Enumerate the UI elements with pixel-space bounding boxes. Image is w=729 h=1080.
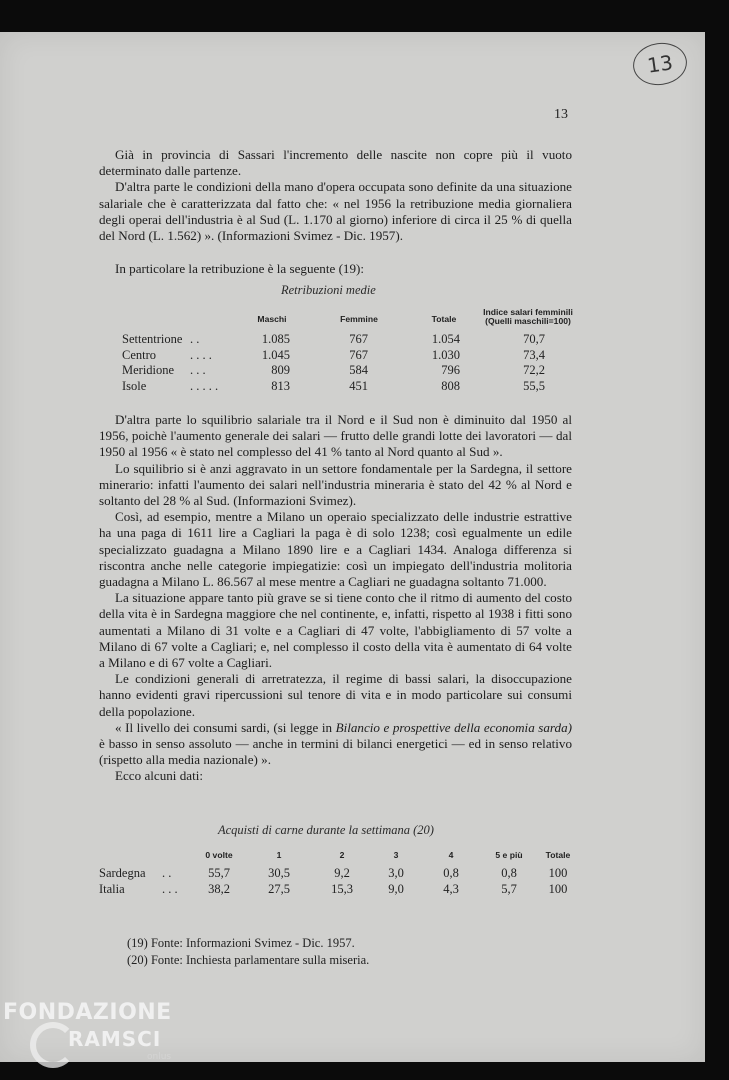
- paragraph: In particolare la retribuzione è la seguente (19):: [115, 261, 365, 277]
- paragraph: Già in provincia di Sassari l'incremento delle nascite non copre più il vuoto determinato dalle partenze.: [99, 147, 572, 179]
- column-header: 2: [339, 850, 345, 860]
- table-cell: 767: [349, 347, 368, 362]
- archive-page-stamp: 13: [630, 39, 689, 88]
- table-cell: 55,7: [208, 866, 230, 880]
- table-cell: 30,5: [268, 866, 290, 880]
- intro-text: [99, 147, 572, 277]
- column-header: Totale: [431, 314, 457, 324]
- table-cell: 0,8: [443, 866, 459, 880]
- footnote: (19) Fonte: Informazioni Svimez - Dic. 1957.: [127, 936, 355, 950]
- table-cell: 796: [441, 363, 460, 377]
- table-cell: 38,2: [208, 881, 230, 896]
- row-label: Centro: [122, 347, 157, 362]
- quote-paragraph: « Il livello dei consumi sardi, (si legge in Bilancio e prospettive della economia sarda) è basso in senso assoluto — anche in termini di bilanci energetici — ed in senso relativo (rispetto alla media nazionale) ».: [99, 719, 572, 768]
- leader-dots: . . . .: [190, 347, 212, 362]
- paragraph: Ecco alcuni dati:: [115, 768, 203, 784]
- watermark-logo-subtext: onlus: [147, 1052, 172, 1062]
- row-label: Italia: [99, 881, 125, 896]
- paragraph: Così, ad esempio, mentre a Milano un operaio specializzato delle industrie estrattive ha una paga di 1611 lire a Cagliari la paga è di solo 1238; così egualmente un edile specializzato guadagna a Milano 1890 lire e a Cagliari 1434. Analoga differenza si riscontra anche nelle categorie impiegatizie: così un impiegato dell'industria molitoria guadagna a Milano L. 86.567 al mese mentre a Cagliari ne guadagna soltanto 71.000.: [99, 509, 572, 590]
- table-cell: 767: [349, 332, 368, 346]
- body-text: [99, 412, 572, 785]
- table-cell: 73,4: [523, 347, 545, 362]
- table-cell: 15,3: [331, 881, 353, 896]
- table-cell: 1.045: [261, 347, 290, 362]
- paragraph: Lo squilibrio si è anzi aggravato in un settore fondamentale per la Sardegna, il settore minerario: infatti l'aumento dei salari nell'industria mineraria è stato del 42 % al Nord e soltanto del 28 % al Sud. (Informazioni Svimez).: [99, 460, 572, 509]
- table-cell: 1.030: [431, 347, 460, 362]
- table-cell: 1.054: [431, 332, 460, 346]
- paragraph: Le condizioni generali di arretratezza, il regime di bassi salari, la disoccupazione hanno evidenti gravi ripercussioni sul tenore di vita e in modo particolare sui consumi della popolazione.: [99, 671, 572, 719]
- table-cell: 808: [441, 378, 460, 393]
- column-header: 3: [393, 850, 399, 860]
- row-label: Meridione: [122, 363, 175, 377]
- leader-dots: . . . . .: [190, 378, 219, 393]
- leader-dots: . . .: [162, 881, 178, 896]
- table-cell: 9,2: [334, 866, 350, 880]
- table-cell: 100: [548, 866, 568, 880]
- table-caption: Retribuzioni medie: [281, 283, 376, 297]
- leader-dots: . .: [162, 866, 172, 880]
- table-cell: 809: [271, 363, 290, 377]
- table-cell: 584: [349, 363, 368, 377]
- table-cell: 55,5: [523, 378, 545, 393]
- footnote: (20) Fonte: Inchiesta parlamentare sulla miseria.: [127, 953, 370, 967]
- row-label: Sardegna: [99, 866, 146, 880]
- paragraph: La situazione appare tanto più grave se si tiene conto che il ritmo di aumento del costo della vita è in Sardegna maggiore che nel continente, e, infatti, rispetto al 1938 i fitti sono aumentati a Milano di 31 volte e a Cagliari di 47 volte, l'abbigliamento di 57 volte a Milano di 67 volte a Cagliari; e, nel complesso il costo della vita è aumentato di 64 volte a Milano e di 67 volte a Cagliari.: [99, 590, 572, 671]
- table-cell: 1.085: [261, 332, 290, 346]
- leader-dots: . .: [190, 332, 200, 346]
- table-cell: 0,8: [501, 866, 517, 880]
- table-cell: 72,2: [523, 363, 545, 377]
- column-header: 4: [448, 850, 454, 860]
- column-header: Indice salari femminili (Quelli maschili=100): [483, 307, 573, 326]
- table-cell: 9,0: [388, 881, 404, 896]
- row-label: Settentrione: [122, 332, 183, 346]
- paragraph: D'altra parte le condizioni della mano d'opera occupata sono definite da una situazione salariale che è caratterizzata dal fatto che: « nel 1956 la retribuzione media giornaliera degli operai dell'industria è al Sud (L. 1.170 al giorno) inferiore di circa il 25 % di quella del Nord (L. 1.562) ». (Informazioni Svimez - Dic. 1957).: [99, 179, 572, 244]
- paragraph: D'altra parte lo squilibrio salariale tra il Nord e il Sud non è diminuito dal 1950 al 1956, poichè l'aumento generale dei salari — frutto delle grandi lotte dei lavoratori — dal 1950 al 1956 « è stato nel complesso del 41 % tanto al Nord quanto al Sud ».: [99, 412, 572, 460]
- table-cell: 4,3: [443, 881, 459, 896]
- table-cell: 27,5: [268, 881, 290, 896]
- table-cell: 70,7: [523, 332, 545, 346]
- column-header: Femmine: [340, 314, 378, 324]
- row-label: Isole: [122, 378, 147, 393]
- table-cell: 451: [349, 378, 368, 393]
- table-cell: 5,7: [501, 881, 517, 896]
- column-header: 0 volte: [205, 850, 233, 860]
- watermark-logo-text: RAMSCI: [68, 1027, 162, 1051]
- column-header: Maschi: [257, 314, 287, 324]
- page-number: 13: [554, 107, 568, 122]
- table-caption: Acquisti di carne durante la settimana (20): [218, 823, 434, 837]
- leader-dots: . . .: [190, 363, 206, 377]
- column-header: 5 e più: [495, 850, 523, 860]
- column-header: Totale: [545, 850, 571, 860]
- table-cell: 813: [271, 378, 290, 393]
- watermark-logo-text: FONDAZIONE: [3, 1000, 172, 1025]
- table-cell: 3,0: [388, 866, 404, 880]
- table-cell: 100: [548, 881, 568, 896]
- column-header: 1: [276, 850, 282, 860]
